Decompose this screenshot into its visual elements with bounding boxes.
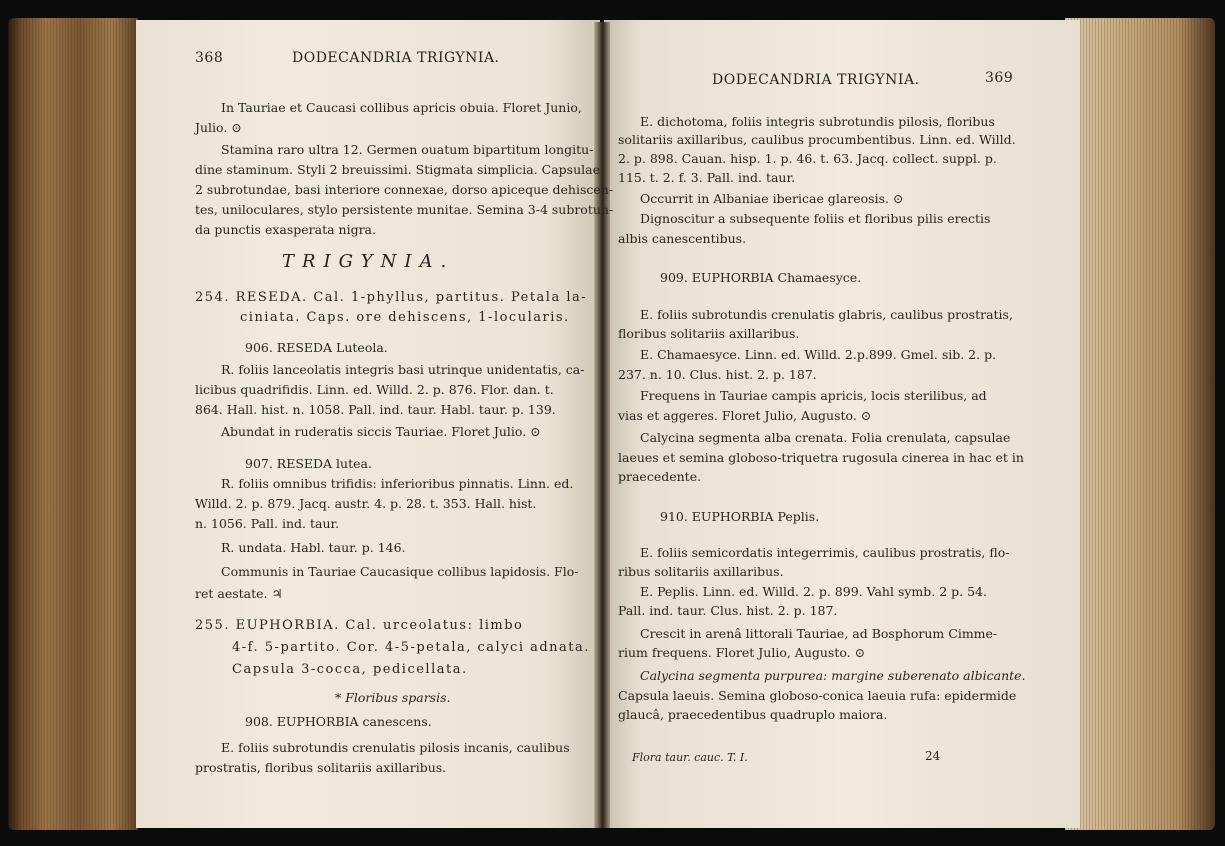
genus-heading: ciniata. Caps. ore dehiscens, 1-locularis. [240, 310, 570, 325]
text-line: ret aestate. ♃ [195, 586, 283, 601]
text-line: floribus solitariis axillaribus. [618, 326, 800, 341]
right-running-head: DODECANDRIA TRIGYNIA. [712, 72, 920, 88]
text-line: ribus solitariis axillaribus. [618, 564, 784, 579]
text-line: Dignoscitur a subsequente foliis et floribus pilis erectis [640, 211, 991, 226]
signature-footer: Flora taur. cauc. T. I. [632, 751, 748, 764]
species-heading: 908. EUPHORBIA canescens. [245, 714, 432, 729]
text-line: da punctis exasperata nigra. [195, 222, 376, 237]
text-line: vias et aggeres. Floret Julio, Augusto. ⊙ [618, 408, 872, 423]
text-line: Frequens in Tauriae campis apricis, locis sterilibus, ad [640, 388, 987, 403]
species-heading: 910. EUPHORBIA Peplis. [660, 509, 820, 524]
text-line: E. foliis semicordatis integerrimis, caulibus prostratis, flo- [640, 545, 1010, 560]
genus-heading: 4-f. 5-partito. Cor. 4-5-petala, calyci adnata. [232, 640, 590, 655]
left-page-number: 368 [195, 50, 224, 66]
species-heading: 907. RESEDA lutea. [245, 456, 372, 471]
text-line: In Tauriae et Caucasi collibus apricis obuia. Floret Junio, [221, 100, 582, 115]
text-line: E. Peplis. Linn. ed. Willd. 2. p. 899. Vahl symb. 2 p. 54. [640, 584, 987, 599]
text-line: albis canescentibus. [618, 231, 747, 246]
text-line: n. 1056. Pall. ind. taur. [195, 516, 340, 531]
text-line: licibus quadrifidis. Linn. ed. Willd. 2. p. 876. Flor. dan. t. [195, 382, 554, 397]
signature-mark: 24 [925, 749, 941, 763]
text-line: 237. n. 10. Clus. hist. 2. p. 187. [618, 367, 817, 382]
text-line: E. dichotoma, foliis integris subrotundis pilosis, floribus [640, 114, 995, 129]
genus-heading: Capsula 3-cocca, pedicellata. [232, 662, 468, 677]
subsection-heading: * Floribus sparsis. [335, 690, 451, 705]
text-line: 115. t. 2. f. 3. Pall. ind. taur. [618, 170, 796, 185]
left-running-head: DODECANDRIA TRIGYNIA. [292, 50, 500, 66]
text-line: 2. p. 898. Cauan. hisp. 1. p. 46. t. 63. Jacq. collect. suppl. p. [618, 151, 997, 166]
text-line: E. foliis subrotundis crenulatis glabris, caulibus prostratis, [640, 307, 1013, 322]
text-line: Occurrit in Albaniae ibericae glareosis. ⊙ [640, 191, 904, 206]
genus-heading: 255. EUPHORBIA. Cal. urceolatus: limbo [195, 618, 524, 633]
section-heading: TRIGYNIA. [282, 251, 455, 272]
right-page-edges [1065, 18, 1215, 830]
left-page-edges [8, 18, 138, 830]
text-line: E. foliis subrotundis crenulatis pilosis incanis, caulibus [221, 740, 570, 755]
text-line: Stamina raro ultra 12. Germen ouatum bipartitum longitu- [221, 142, 594, 157]
text-line: laeues et semina globoso-triquetra rugosula cinerea in hac et in [618, 450, 1024, 465]
text-line: Calycina segmenta purpurea: margine suberenato albicante. [640, 668, 1026, 683]
text-line: glaucâ, praecedentibus quadruplo maiora. [618, 707, 888, 722]
species-heading: 909. EUPHORBIA Chamaesyce. [660, 270, 862, 285]
text-line: R. undata. Habl. taur. p. 146. [221, 540, 406, 555]
text-line: Abundat in ruderatis siccis Tauriae. Floret Julio. ⊙ [221, 424, 541, 439]
text-line: Crescit in arenâ littorali Tauriae, ad Bosphorum Cimme- [640, 626, 998, 641]
text-line: tes, uniloculares, stylo persistente munitae. Semina 3-4 subrotun- [195, 202, 614, 217]
text-line: Julio. ⊙ [195, 120, 242, 135]
text-line: R. foliis omnibus trifidis: inferioribus pinnatis. Linn. ed. [221, 476, 574, 491]
text-line: prostratis, floribus solitariis axillaribus. [195, 760, 447, 775]
text-line: rium frequens. Floret Julio, Augusto. ⊙ [618, 645, 866, 660]
text-line: Capsula laeuis. Semina globoso-conica laeuia rufa: epidermide [618, 688, 1017, 703]
text-line: solitariis axillaribus, caulibus procumbentibus. Linn. ed. Willd. [618, 132, 1016, 147]
text-line: Pall. ind. taur. Clus. hist. 2. p. 187. [618, 603, 838, 618]
right-page-number: 369 [985, 70, 1014, 86]
text-line: praecedente. [618, 469, 702, 484]
text-line: E. Chamaesyce. Linn. ed. Willd. 2.p.899. Gmel. sib. 2. p. [640, 347, 997, 362]
text-line: Communis in Tauriae Caucasique collibus lapidosis. Flo- [221, 564, 579, 579]
species-heading: 906. RESEDA Luteola. [245, 340, 388, 355]
text-line: 2 subrotundae, basi interiore connexae, dorso apiceque dehiscen- [195, 182, 614, 197]
text-line: dine staminum. Styli 2 breuissimi. Stigmata simplicia. Capsulae [195, 162, 600, 177]
text-line: R. foliis lanceolatis integris basi utrinque unidentatis, ca- [221, 362, 585, 377]
text-line: Willd. 2. p. 879. Jacq. austr. 4. p. 28. t. 353. Hall. hist. [195, 496, 537, 511]
text-line: Calycina segmenta alba crenata. Folia crenulata, capsulae [640, 430, 1011, 445]
genus-heading: 254. RESEDA. Cal. 1-phyllus, partitus. Petala la- [195, 290, 588, 305]
book-gutter [594, 22, 610, 828]
text-line: 864. Hall. hist. n. 1058. Pall. ind. taur. Habl. taur. p. 139. [195, 402, 556, 417]
